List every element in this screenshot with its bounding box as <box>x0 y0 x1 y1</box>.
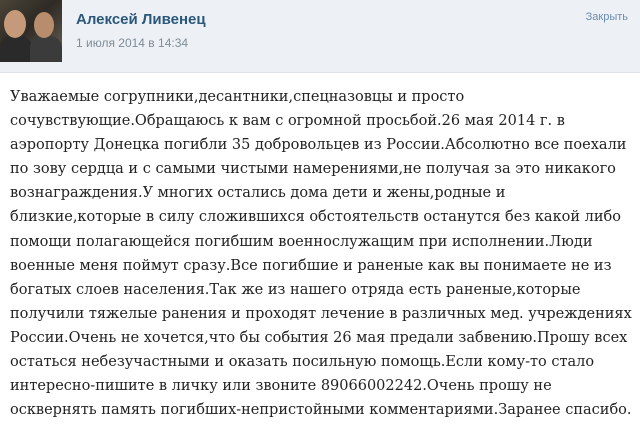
post-text-line: богатых слоев населения.Так же из нашего отряда есть раненые,которые <box>10 281 581 298</box>
post-text-line: получили тяжелые ранения и проходят лечение в различных мед. учреждениях <box>10 305 632 322</box>
post-text-line: сочувствующие.Обращаюсь к вам с огромной просьбой.26 мая 2014 г. в <box>10 113 565 130</box>
post-text-line: Уважаемые согрупники,десантники,спецназовцы и просто <box>10 89 465 105</box>
avatar[interactable] <box>0 0 62 62</box>
post-text-line: остаться небезучастными и оказать посильную помощь.Если кому-то стало <box>10 354 595 371</box>
close-link[interactable]: Закрыть <box>585 11 628 23</box>
post-text-line: осквернять память погибших-непристойными комментариями.Заранее спасибо. <box>10 402 632 419</box>
post-text-line: России.Очень не хочется,что бы события 26 мая предали забвению.Прошу всех <box>10 329 628 346</box>
post-text-line: военные меня поймут сразу.Все погибшие и раненые как вы понимаете не из <box>10 257 612 274</box>
post-text-line: по зову сердца и с самыми чистыми намерениями,не получая за это никакого <box>10 161 616 178</box>
post-text-line: интересно-пишите в личку или звоните 89066002242.Очень прошу не <box>10 378 552 395</box>
post-date[interactable]: 1 июля 2014 в 14:34 <box>76 36 189 50</box>
post-text-line: аэропорту Донецка погибли 35 добровольцев из России.Абсолютно все поехали <box>10 137 627 154</box>
post-text-line: близкие,которые в силу сложившихся обстоятельств останутся без какой либо <box>10 209 621 226</box>
avatar-person-left <box>0 36 32 62</box>
post-header <box>0 0 640 73</box>
post-text-line: помощи полагающейся погибшим военнослужащим при исполнении.Люди <box>10 233 593 250</box>
author-name-link[interactable]: Алексей Ливенец <box>76 11 206 28</box>
post-text <box>10 85 630 422</box>
avatar-face-left <box>4 10 26 38</box>
avatar-person-right <box>30 36 62 62</box>
avatar-face-right <box>34 12 54 38</box>
post-text-line: вознаграждения.У многих остались дома дети и жены,родные и <box>10 185 506 202</box>
